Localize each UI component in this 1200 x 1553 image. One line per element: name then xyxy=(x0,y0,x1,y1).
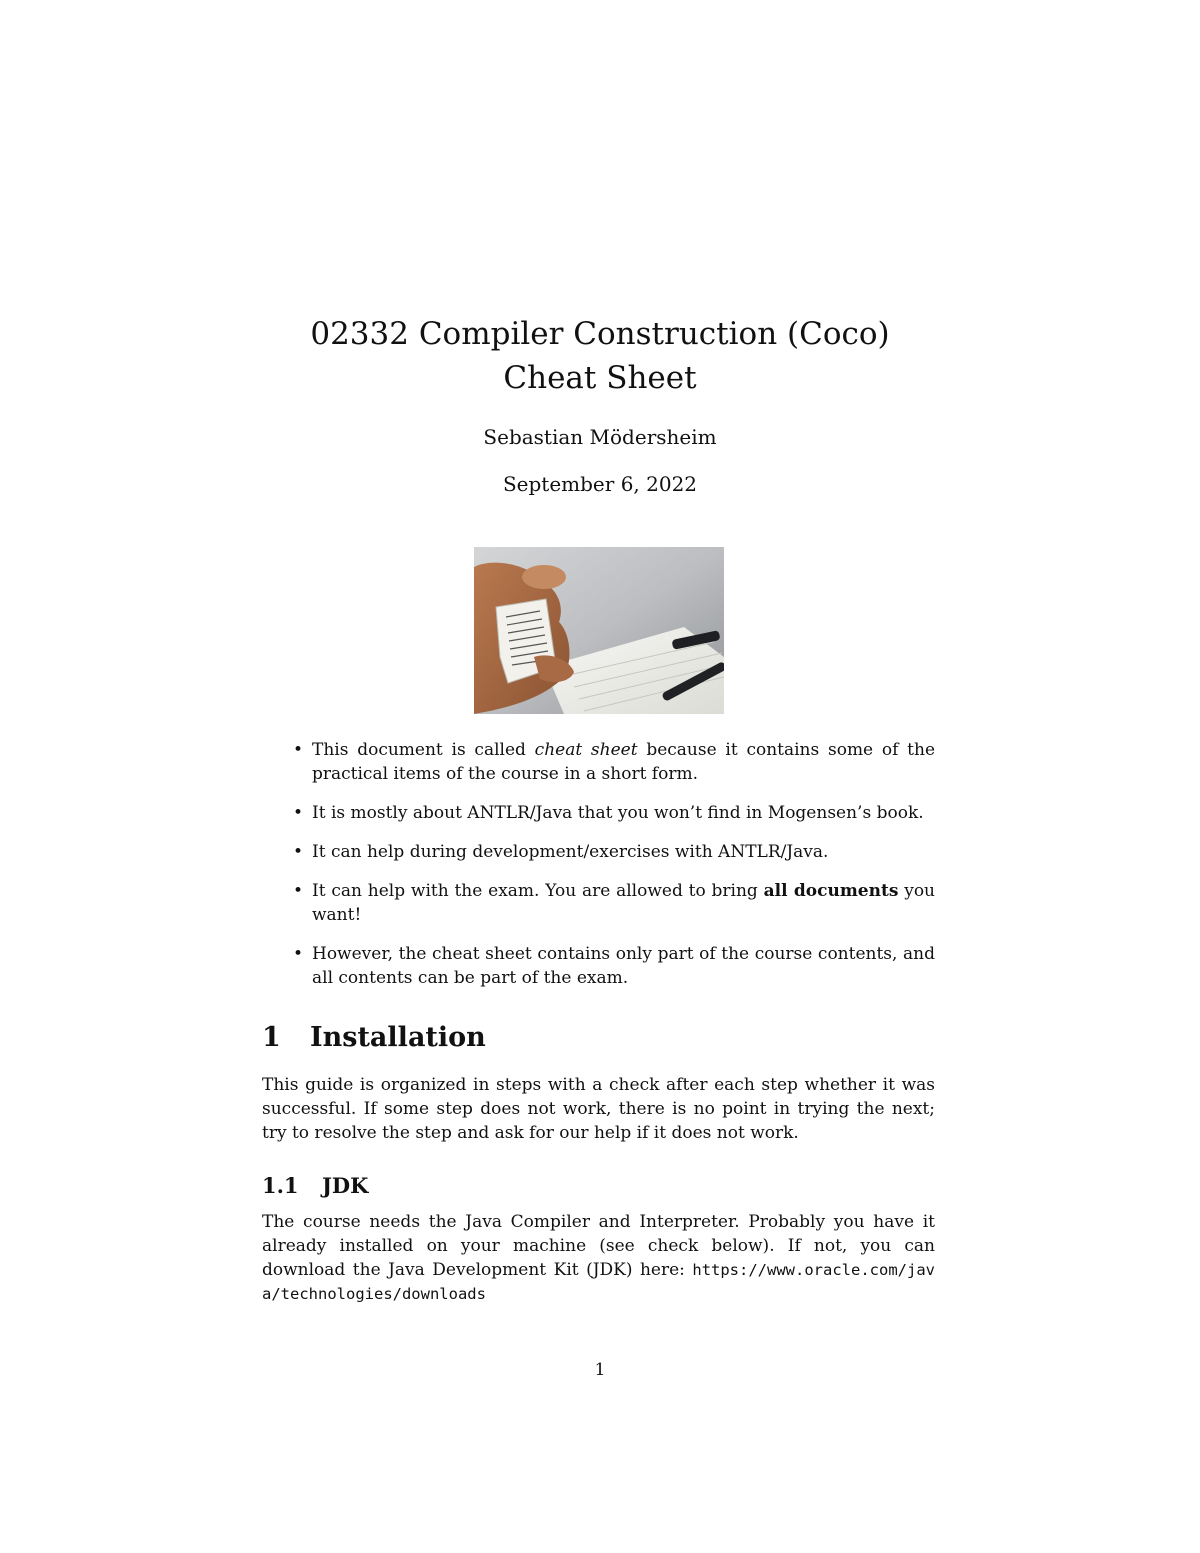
bullet-icon: • xyxy=(293,842,304,862)
section-title: Installation xyxy=(310,1022,486,1053)
installation-paragraph: This guide is organized in steps with a check after each step whether it was successful. If some step does not work, there is no point in trying the next; try to resolve the step and ask for our help if it does not work. xyxy=(262,1075,935,1143)
section-number: 1 xyxy=(262,1022,281,1053)
emphasis-all-documents: all documents xyxy=(763,881,899,901)
document-title xyxy=(0,312,1200,400)
page-number: 1 xyxy=(594,1360,606,1380)
subsection-number: 1.1 xyxy=(262,1173,299,1198)
list-item: • It can help during development/exercises with ANTLR/Java. xyxy=(293,842,829,862)
bullet-icon: • xyxy=(293,740,304,760)
list-item: • It can help with the exam. You are allowed to bring all documents you want! xyxy=(293,881,936,925)
title-line-2: Cheat Sheet xyxy=(503,360,697,396)
list-item: • However, the cheat sheet contains only part of the course contents, and all contents can be part of the exam. xyxy=(293,944,935,988)
document-date: September 6, 2022 xyxy=(502,472,698,496)
bullet-icon: • xyxy=(293,944,304,964)
jdk-download-link[interactable]: https://www.oracle.com/java/technologies/downloads xyxy=(262,1261,935,1303)
title-line-1: 02332 Compiler Construction (Coco) xyxy=(310,316,890,352)
jdk-paragraph: The course needs the Java Compiler and Interpreter. Probably you have it already installed on your machine (see check below). If not, you can download the Java Development Kit (JDK) here: https://www.oracle.com/java/technologies/downloads xyxy=(262,1212,935,1303)
list-item: • This document is called cheat sheet because it contains some of the practical items of the course in a short form. xyxy=(293,740,936,784)
emphasis-cheat-sheet: cheat sheet xyxy=(534,740,638,760)
intro-bullet-list xyxy=(290,738,935,1005)
list-item: • It is mostly about ANTLR/Java that you won’t find in Mogensen’s book. xyxy=(293,803,924,823)
hand-holding-cheat-sheet-photo xyxy=(474,547,724,714)
author-name: Sebastian Mödersheim xyxy=(483,425,717,449)
subsection-heading-jdk xyxy=(262,1171,368,1201)
bullet-icon: • xyxy=(293,881,304,901)
section-heading-installation xyxy=(262,1020,486,1056)
bullet-icon: • xyxy=(293,803,304,823)
subsection-title: JDK xyxy=(322,1173,369,1198)
